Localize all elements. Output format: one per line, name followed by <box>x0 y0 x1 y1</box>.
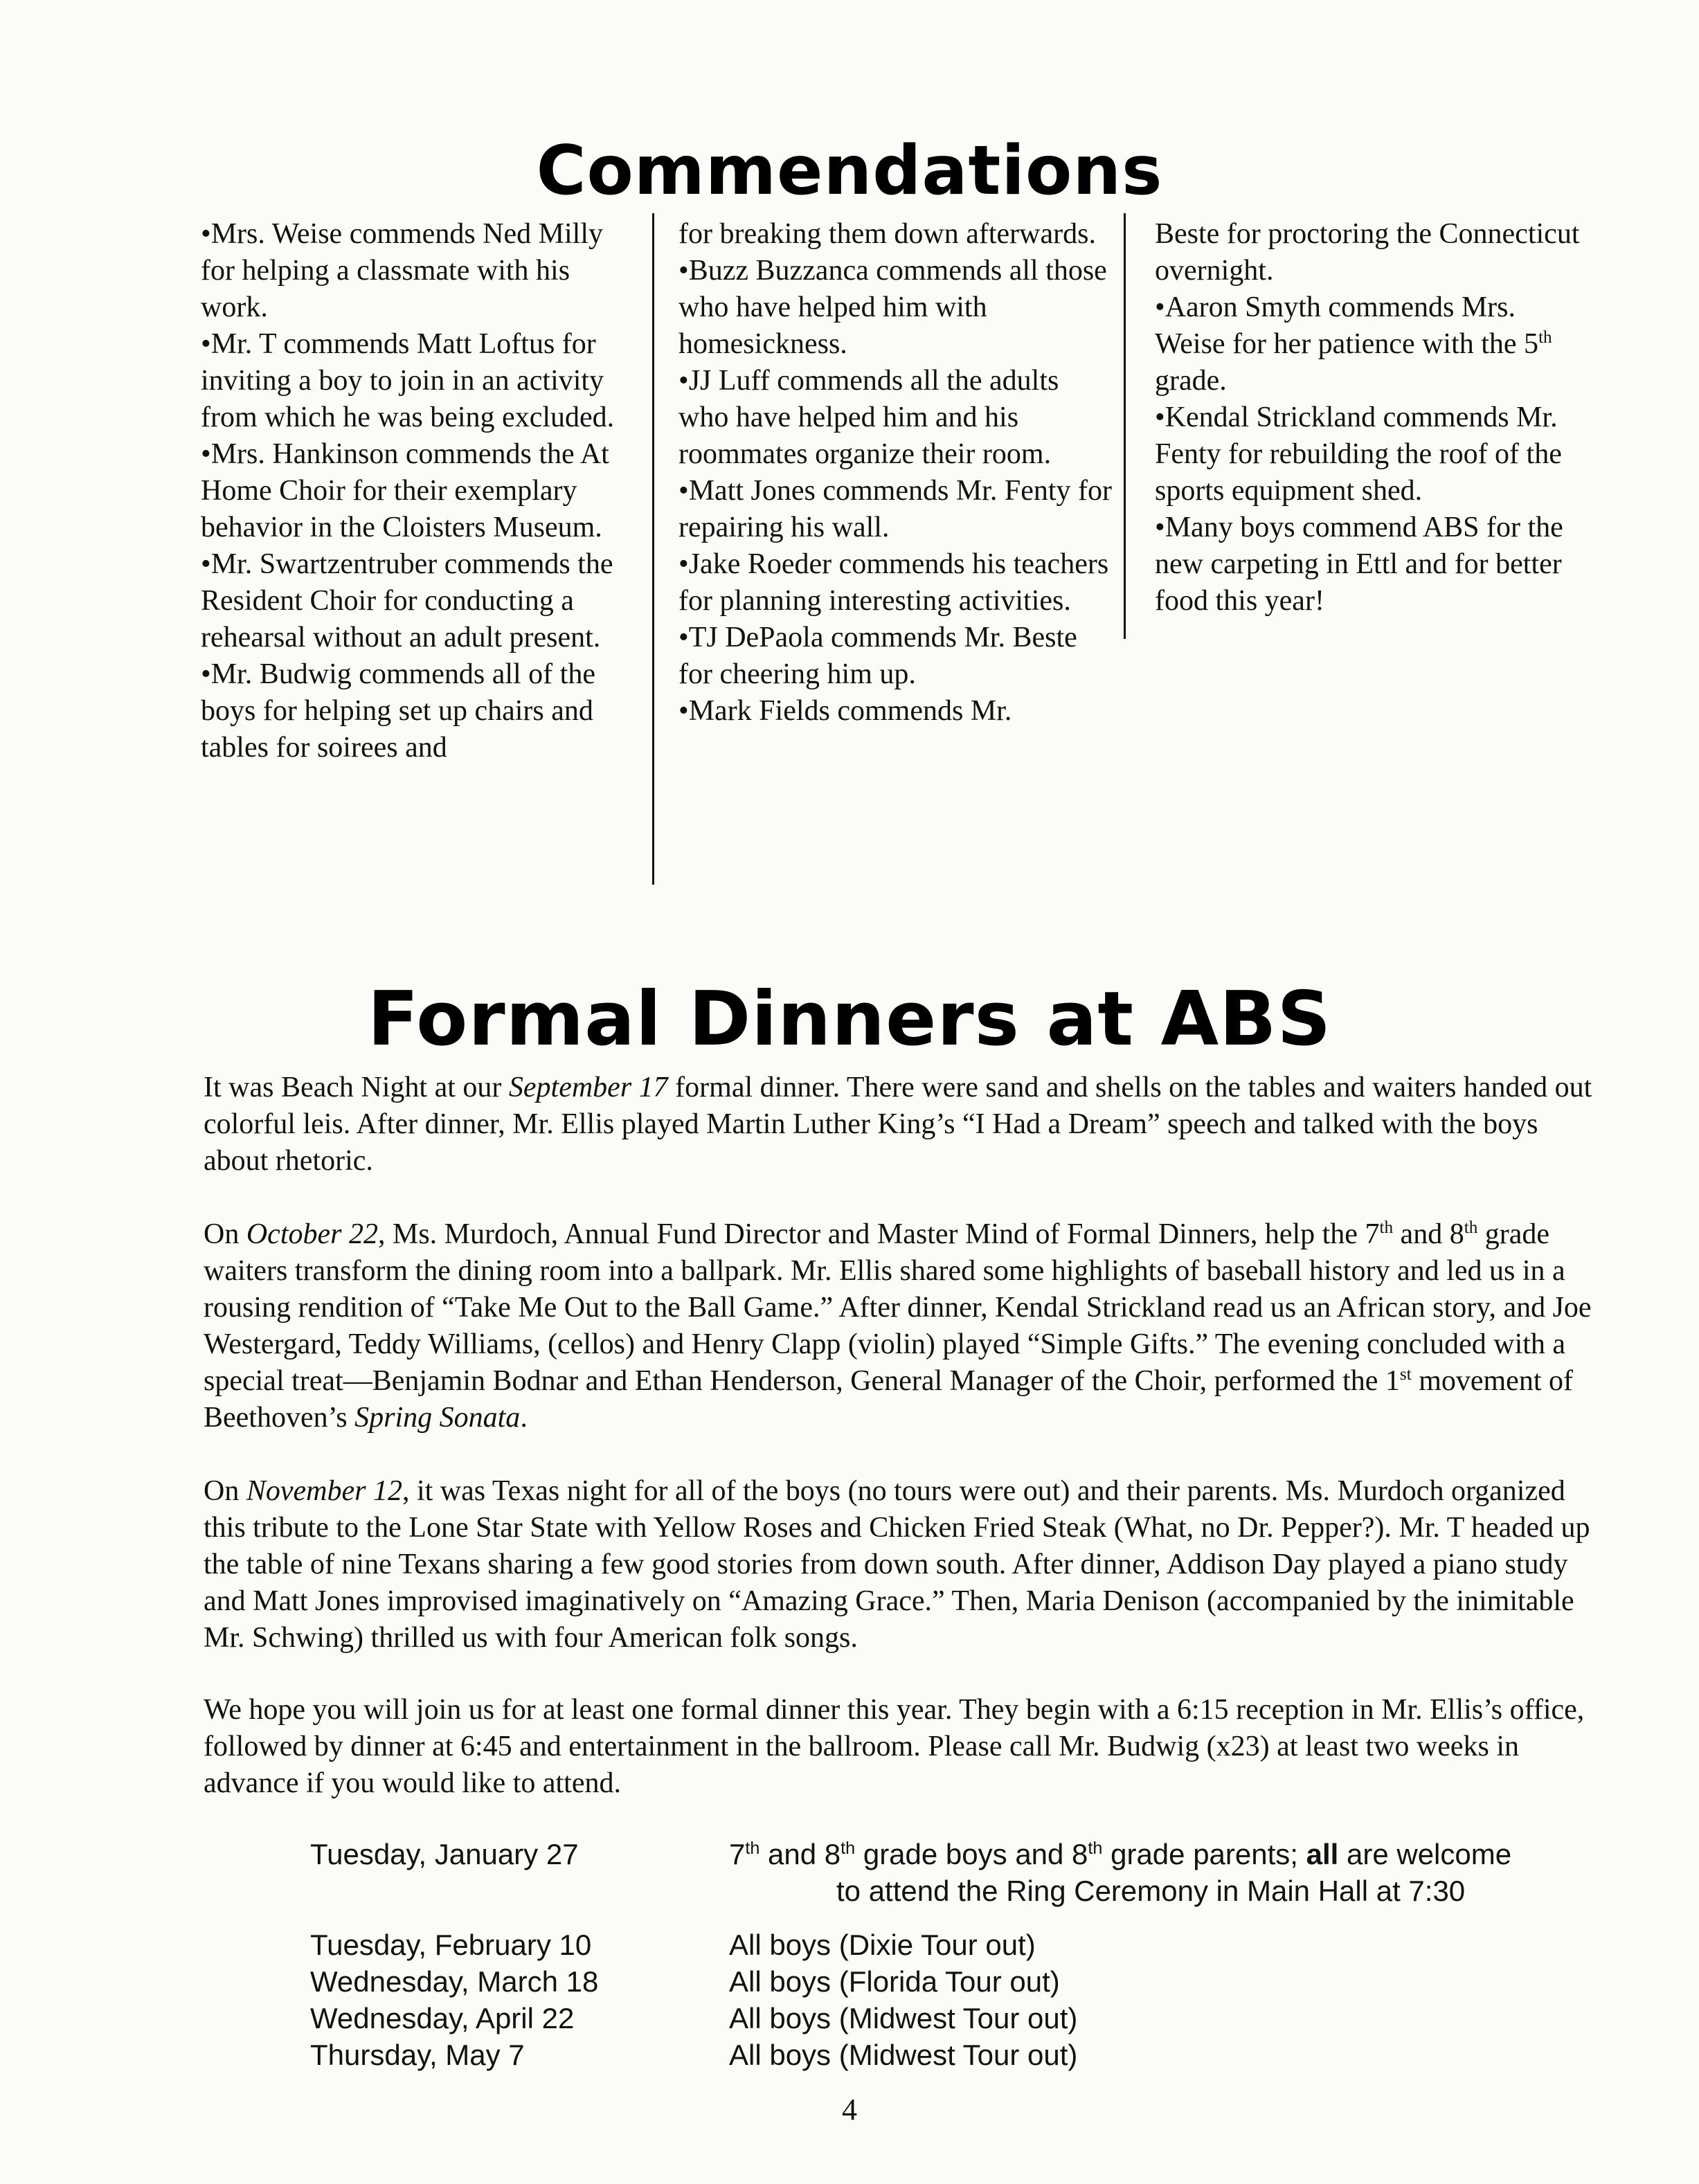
commendation-item: •Mark Fields commends Mr. <box>678 695 1012 727</box>
commendation-item: •Jake Roeder commends his teachers for planning interesting activities. <box>678 548 1109 617</box>
commendation-item: •Kendal Strickland commends Mr. Fenty for rebuilding the roof of the sports equipment shed. <box>1155 401 1562 507</box>
schedule-description: All boys (Midwest Tour out) <box>729 2002 1078 2034</box>
paragraph-ballpark-night: On October 22, Ms. Murdoch, Annual Fund Director and Master Mind of Formal Dinners, help the 7th and 8th grade waiters transform the dining room into a ballpark. Mr. Ellis shared some highlights of baseball history and led us in a rousing rendition of “Take Me Out to the Ball Game.” After dinner, Kendal Strickland read us an African story, and Joe Westergard, Teddy Williams, (cellos) and Henry Clapp (violin) played “Simple Gifts.” The evening concluded with a special treat—Benjamin Bodnar and Ethan Henderson, General Manager of the Choir, performed the 1st movement of Beethoven’s Spring Sonata. <box>204 1218 1592 1434</box>
schedule-description: All boys (Dixie Tour out) <box>729 1929 1036 1961</box>
schedule-date: Thursday, May 7 <box>310 2039 525 2071</box>
commendation-item: •Mr. Budwig commends all of the boys for helping set up chairs and tables for soirees and <box>201 658 595 764</box>
commendations-heading: Commendations <box>536 132 1163 210</box>
schedule-row <box>310 2000 1626 2037</box>
commendation-item: •Buzz Buzzanca commends all those who have helped him with homesickness. <box>678 255 1107 360</box>
paragraph-texas-night: On November 12, it was Texas night for all of the boys (no tours were out) and their parents. Ms. Murdoch organized this tribute to the Lone Star State with Yellow Roses and Chicken Fried Steak (What, no Dr. Pepper?). Mr. T headed up the table of nine Texans sharing a few good stories from down south. After dinner, Addison Day played a piano study and Matt Jones improvised imaginatively on “Amazing Grace.” Then, Maria Denison (accompanied by the inimitable Mr. Schwing) thrilled us with four American folk songs. <box>204 1475 1590 1654</box>
commendation-item: •Mrs. Weise commends Ned Milly for helping a classmate with his work. <box>201 218 603 323</box>
commendation-item: •Aaron Smyth commends Mrs. Weise for her patience with the 5th grade. <box>1155 291 1552 397</box>
commendation-item: •Mrs. Hankinson commends the At Home Choir for their exemplary behavior in the Cloisters Museum. <box>201 438 609 543</box>
commendation-item: •JJ Luff commends all the adults who have helped him and his roommates organize their room. <box>678 365 1059 470</box>
schedule-date: Wednesday, April 22 <box>310 2002 575 2034</box>
commendation-item: for breaking them down afterwards. <box>678 218 1096 250</box>
commendations-column-1 <box>201 216 644 766</box>
commendation-item: •Matt Jones commends Mr. Fenty for repairing his wall. <box>678 475 1112 543</box>
schedule-date: Tuesday, January 27 <box>310 1838 579 1870</box>
schedule-row <box>310 1963 1626 2000</box>
schedule-description: 7th and 8th grade boys and 8th grade parents; all are welcome to attend the Ring Ceremony in Main Hall at 7:30 <box>729 1838 1512 1907</box>
page-number: 4 <box>842 2093 857 2127</box>
paragraph-invitation: We hope you will join us for at least one formal dinner this year. They begin with a 6:15 reception in Mr. Ellis’s office, followed by dinner at 6:45 and entertainment in the ballroom. Please call Mr. Budwig (x23) at least two weeks in advance if you would like to attend. <box>204 1694 1585 1799</box>
column-divider <box>652 213 654 885</box>
commendation-item: •Mr. Swartzentruber commends the Resident Choir for conducting a rehearsal without an adult present. <box>201 548 613 653</box>
schedule-row <box>310 1836 1626 1909</box>
schedule-row <box>310 1926 1626 1963</box>
column-divider <box>1124 213 1126 639</box>
dinner-schedule <box>310 1836 1626 2073</box>
schedule-row <box>310 2037 1626 2073</box>
schedule-description: All boys (Florida Tour out) <box>729 1965 1060 1998</box>
schedule-description: All boys (Midwest Tour out) <box>729 2039 1078 2071</box>
commendation-item: •Mr. T commends Matt Loftus for inviting a boy to join in an activity from which he was being excluded. <box>201 328 615 433</box>
schedule-date: Tuesday, February 10 <box>310 1929 592 1961</box>
paragraph-beach-night: It was Beach Night at our September 17 formal dinner. There were sand and shells on the tables and waiters handed out colorful leis. After dinner, Mr. Ellis played Martin Luther King’s “I Had a Dream” speech and talked with the boys about rhetoric. <box>204 1072 1592 1177</box>
commendation-item: Beste for proctoring the Connecticut overnight. <box>1155 218 1580 287</box>
commendation-item: •TJ DePaola commends Mr. Beste for cheering him up. <box>678 622 1077 690</box>
commendation-item: •Many boys commend ABS for the new carpeting in Ettl and for better food this year! <box>1155 512 1563 617</box>
schedule-date: Wednesday, March 18 <box>310 1965 599 1998</box>
commendations-column-3 <box>1155 216 1584 620</box>
formal-dinners-heading: Formal Dinners at ABS <box>367 976 1332 1063</box>
commendations-column-2 <box>678 216 1115 730</box>
